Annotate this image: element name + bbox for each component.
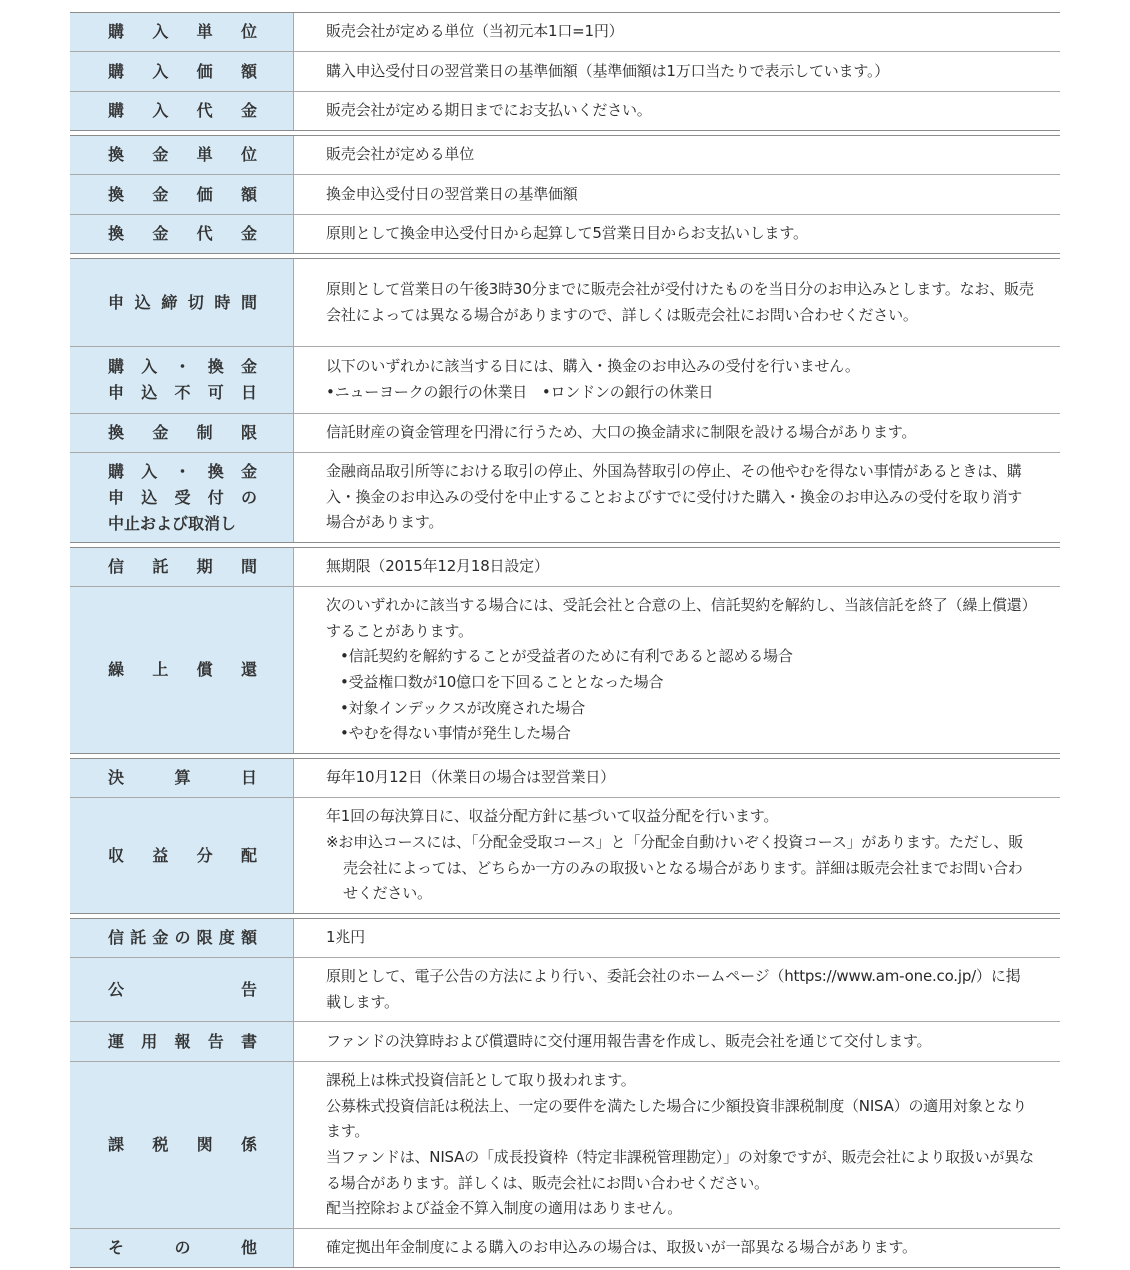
table-row (70, 1022, 1060, 1062)
table-row (70, 587, 1060, 753)
row-value (294, 759, 1060, 797)
row-label (70, 1062, 294, 1228)
table-row (70, 52, 1060, 92)
row-value (294, 13, 1060, 51)
table-row (70, 759, 1060, 798)
label-line: 購 入 単 位 (108, 22, 257, 41)
table-row (70, 347, 1060, 414)
table-row (70, 958, 1060, 1022)
value-text: 金融商品取引所等における取引の停止、外国為替取引の停止、その他やむを得ない事情があるときは、購入・換金のお申込みの受付を中止することおよびすでに受付けた購入・換金のお申込みの受付を取り消す場合があります。 (326, 462, 1023, 532)
label-line: 運 用 報 告 書 (108, 1031, 257, 1051)
value-text: 以下のいずれかに該当する日には、購入・換金のお申込みの受付を行いません。 (326, 357, 860, 376)
table-row (70, 414, 1060, 453)
value-text: 販売会社が定める単位 (326, 145, 475, 164)
value-text: 1兆円 (326, 928, 365, 947)
table-row (70, 259, 1060, 347)
bullet-item: •やむを得ない事情が発生した場合 (340, 724, 571, 743)
label-line: 信 託 金 の 限 度 額 (108, 928, 257, 947)
table-row (70, 548, 1060, 587)
row-value (294, 136, 1060, 174)
value-text: 信託財産の資金管理を円滑に行うため、大口の換金請求に制限を設ける場合があります。 (326, 423, 917, 442)
row-label (70, 92, 294, 130)
row-value (294, 453, 1060, 542)
label-line: 購 入 価 額 (108, 61, 257, 81)
row-label (70, 1022, 294, 1061)
row-value (294, 92, 1060, 130)
row-label (70, 175, 294, 214)
label-line: 中止および取消し (108, 513, 237, 533)
label-line: 信 託 期 間 (108, 557, 257, 576)
note-text: ※お申込コースには、「分配金受取コース」と「分配金自動けいぞく投資コース」があります。ただし、販売会社によっては、どちらか一方のみの取扱いとなる場合があります。詳細は販売会社までお問い合わせください。 (326, 832, 1024, 903)
table-row (70, 13, 1060, 52)
label-line: 換 金 価 額 (108, 184, 257, 204)
table-row (70, 175, 1060, 215)
value-text: 毎年10月12日（休業日の場合は翌営業日） (326, 768, 615, 787)
row-value (294, 414, 1060, 452)
value-text: 換金申込受付日の翌営業日の基準価額 (326, 184, 578, 203)
row-label (70, 13, 294, 51)
table-row (70, 919, 1060, 958)
value-text: •ニューヨークの銀行の休業日 •ロンドンの銀行の休業日 (326, 383, 714, 401)
table-row (70, 92, 1060, 130)
table-group (70, 758, 1060, 914)
label-line: 換 金 単 位 (108, 145, 257, 164)
bullet-item: •対象インデックスが改廃された場合 (340, 698, 585, 717)
label-line: 換 金 制 限 (108, 423, 257, 442)
label-line: 申 込 受 付 の (108, 487, 257, 507)
label-line: 購 入 ・ 換 金 (108, 357, 257, 376)
value-text: 原則として、電子公告の方法により行い、委託会社のホームページ（https://www.am-one.co.jp/）に掲載します。 (326, 966, 1021, 1011)
row-label (70, 759, 294, 797)
row-label (70, 453, 294, 542)
row-label (70, 52, 294, 91)
label-line: 購 入 代 金 (108, 101, 257, 120)
label-line: 繰 上 償 還 (108, 660, 257, 679)
table-group (70, 135, 1060, 254)
row-value (294, 215, 1060, 253)
row-value (294, 259, 1060, 346)
row-value (294, 548, 1060, 586)
row-value (294, 919, 1060, 957)
row-value (294, 1022, 1060, 1061)
table-group (70, 258, 1060, 543)
table-row (70, 215, 1060, 253)
label-line: 決 算 日 (108, 768, 257, 787)
row-label (70, 919, 294, 957)
row-value (294, 587, 1060, 753)
value-text: 原則として営業日の午後3時30分までに販売会社が受付けたものを当日分のお申込みとします。なお、販売会社によっては異なる場合がありますので、詳しくは販売会社にお問い合わせください。 (326, 279, 1034, 324)
row-value (294, 1062, 1060, 1228)
value-text: 販売会社が定める期日までにお支払いください。 (326, 101, 652, 120)
table-row (70, 1062, 1060, 1229)
row-label (70, 136, 294, 174)
value-text: 原則として換金申込受付日から起算して5営業日目からお支払いします。 (326, 224, 808, 243)
fund-terms-table (70, 12, 1060, 1268)
label-line: 申 込 不 可 日 (108, 383, 257, 402)
label-line: 購 入 ・ 換 金 (108, 461, 257, 481)
row-value (294, 958, 1060, 1021)
label-line: 換 金 代 金 (108, 224, 257, 243)
table-row (70, 798, 1060, 913)
row-label (70, 259, 294, 346)
label-line: 申 込 締 切 時 間 (108, 292, 257, 312)
value-text: 課税上は株式投資信託として取り扱われます。 (326, 1071, 636, 1090)
label-line: 公 告 (108, 979, 257, 999)
table-row (70, 1229, 1060, 1267)
row-value (294, 798, 1060, 913)
value-text: ファンドの決算時および償還時に交付運用報告書を作成し、販売会社を通じて交付します。 (326, 1031, 932, 1050)
value-text: 年1回の毎決算日に、収益分配方針に基づいて収益分配を行います。 (326, 807, 779, 826)
label-line: そ の 他 (108, 1238, 257, 1257)
row-value (294, 175, 1060, 214)
bullet-item: •信託契約を解約することが受益者のために有利であると認める場合 (340, 647, 793, 666)
row-label (70, 1229, 294, 1267)
table-group (70, 12, 1060, 131)
row-label (70, 414, 294, 452)
row-label (70, 215, 294, 253)
value-text: 確定拠出年金制度による購入のお申込みの場合は、取扱いが一部異なる場合があります。 (326, 1238, 917, 1257)
table-group (70, 918, 1060, 1268)
table-row (70, 136, 1060, 175)
value-text: 無期限（2015年12月18日設定） (326, 557, 549, 576)
label-line: 収 益 分 配 (108, 845, 257, 865)
label-line: 課 税 関 係 (108, 1135, 257, 1154)
row-value (294, 52, 1060, 91)
row-label (70, 798, 294, 913)
row-label (70, 587, 294, 753)
value-text: 購入申込受付日の翌営業日の基準価額（基準価額は1万口当たりで表示しています。） (326, 61, 890, 80)
value-text: 当ファンドは、NISAの「成長投資枠（特定非課税管理勘定）」の対象ですが、販売会社により取扱いが異なる場合があります。詳しくは、販売会社にお問い合わせください。 (326, 1148, 1034, 1192)
value-text: 次のいずれかに該当する場合には、受託会社と合意の上、信託契約を解約し、当該信託を終了（繰上償還）することがあります。 (326, 596, 1029, 640)
value-text: 販売会社が定める単位（当初元本1口=1円） (326, 22, 624, 41)
value-text: 配当控除および益金不算入制度の適用はありません。 (326, 1199, 683, 1218)
value-text: 公募株式投資信託は税法上、一定の要件を満たした場合に少額投資非課税制度（NISA）の適用対象となります。 (326, 1096, 1027, 1141)
row-label (70, 958, 294, 1021)
row-value (294, 347, 1060, 413)
row-label (70, 347, 294, 413)
row-label (70, 548, 294, 586)
table-row (70, 453, 1060, 542)
row-value (294, 1229, 1060, 1267)
table-group (70, 547, 1060, 754)
bullet-item: •受益権口数が10億口を下回ることとなった場合 (340, 673, 664, 691)
